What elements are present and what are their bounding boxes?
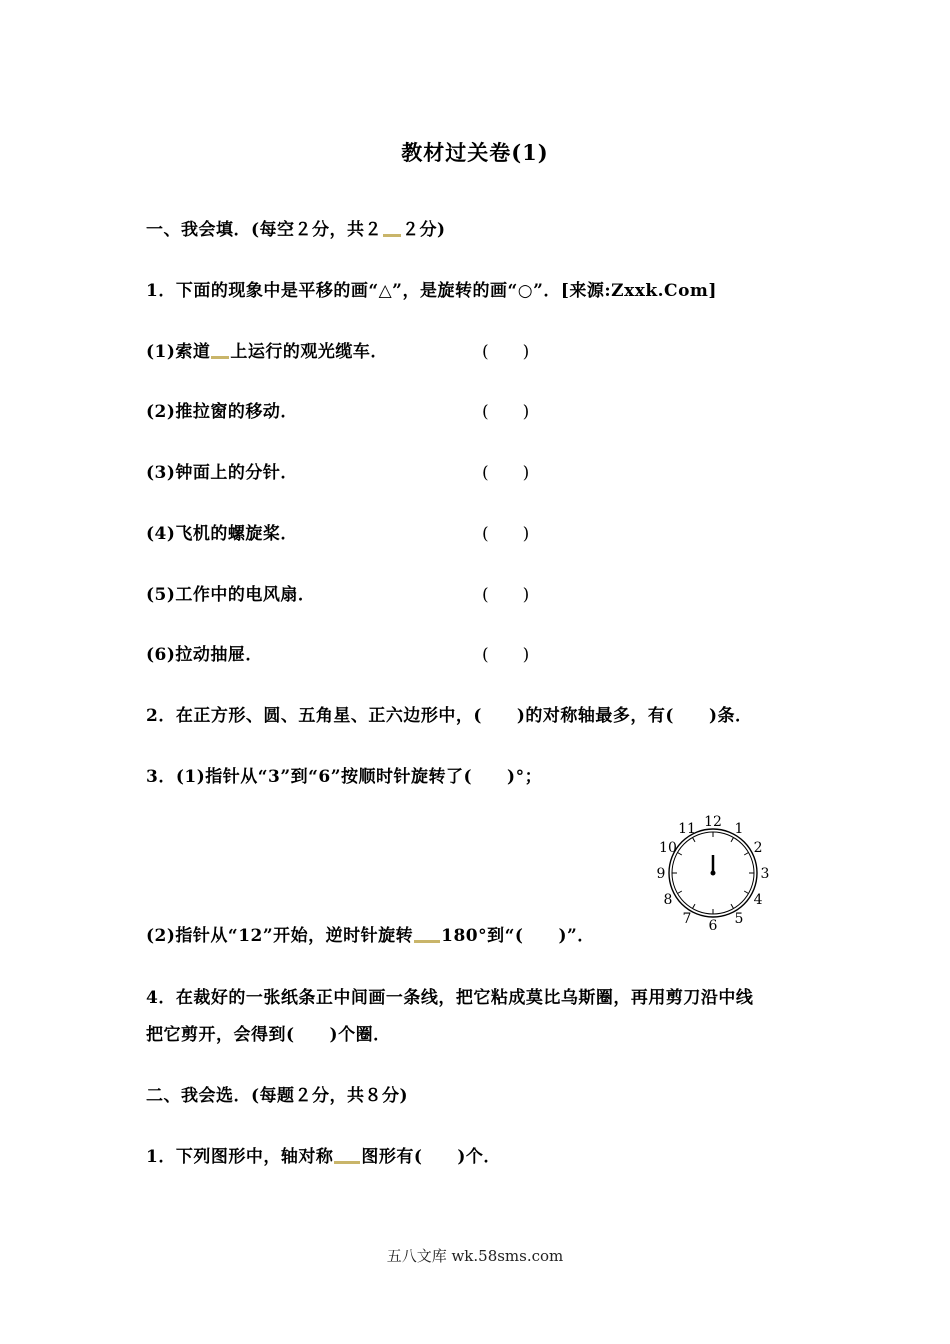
clock-number: 12 — [704, 815, 722, 830]
answer-paren-2: ( ) — [482, 402, 530, 422]
answer-paren-6: ( ) — [482, 645, 530, 665]
item-6: (6)拉动抽屉． — [146, 645, 263, 665]
question-3b-pre: (2)指针从“12”开始，逆时针旋转 — [146, 926, 414, 946]
clock-number: 9 — [656, 866, 666, 882]
clock-center — [711, 871, 716, 876]
section-2-question-1-post: 图形有( )个． — [361, 1147, 501, 1167]
highlight-mark — [414, 940, 440, 943]
question-3a: 3．(1)指针从“3”到“6”按顺时针旋转了( )°； — [146, 767, 543, 787]
section-1-heading-post: ２分) — [402, 220, 446, 240]
item-1-text-post: 上运行的观光缆车． — [230, 342, 388, 362]
clock-face-icon — [650, 815, 775, 940]
clock-number: 2 — [753, 840, 763, 856]
clock-tick — [677, 853, 681, 856]
answer-paren-1: ( ) — [482, 342, 530, 362]
question-1: 1．下面的现象中是平移的画“△”，是旋转的画“○”．[来源:Zxxk.Com] — [146, 281, 717, 301]
clock-number: 4 — [753, 892, 763, 908]
section-2-question-1 — [146, 1142, 501, 1167]
highlight-mark — [383, 234, 401, 237]
answer-paren-3: ( ) — [482, 463, 530, 483]
answer-paren-4: ( ) — [482, 524, 530, 544]
clock-number: 1 — [734, 820, 744, 837]
footer-watermark: 五八文库 wk.58sms.com — [386, 1247, 564, 1265]
clock-number: 11 — [678, 820, 696, 837]
clock-tick — [693, 837, 696, 841]
page-title: 教材过关卷(1) — [401, 140, 549, 165]
question-2: 2．在正方形、圆、五角星、正六边形中，( )的对称轴最多，有( )条． — [146, 706, 753, 726]
section-1-heading-pre: 一、我会填．(每空２分，共２ — [146, 220, 383, 240]
clock-number: 10 — [659, 840, 677, 856]
item-4: (4)飞机的螺旋桨． — [146, 524, 298, 544]
answer-paren-5: ( ) — [482, 585, 530, 605]
clock-tick — [731, 837, 734, 841]
section-2-question-1-pre: 1．下列图形中，轴对称 — [146, 1147, 334, 1167]
item-5: (5)工作中的电风扇． — [146, 585, 316, 605]
clock-number: 8 — [663, 892, 673, 908]
section-1-heading — [146, 215, 446, 240]
clock-tick — [677, 891, 681, 894]
clock-number: 7 — [682, 911, 692, 928]
item-1 — [146, 337, 388, 362]
item-3: (3)钟面上的分针． — [146, 463, 298, 483]
section-2-heading: 二、我会选．(每题２分，共８分) — [146, 1086, 409, 1106]
highlight-mark — [211, 356, 229, 359]
clock-tick — [693, 904, 696, 908]
question-3b-post: 180°到“( )”． — [441, 926, 595, 946]
question-3b — [146, 921, 595, 946]
clock-number: 3 — [760, 866, 770, 882]
clock-number: 6 — [708, 918, 718, 934]
clock-tick — [744, 853, 748, 856]
question-4-line-2: 把它剪开，会得到( )个圈． — [146, 1025, 391, 1045]
item-2: (2)推拉窗的移动． — [146, 402, 298, 422]
clock-number: 5 — [734, 911, 744, 928]
question-4-line-1: 4．在裁好的一张纸条正中间画一条线，把它粘成莫比乌斯圈，再用剪刀沿中线 — [146, 988, 754, 1008]
clock-tick — [744, 891, 748, 894]
highlight-mark — [334, 1161, 360, 1164]
clock-tick — [731, 904, 734, 908]
item-1-text-pre: (1)索道 — [146, 342, 211, 362]
